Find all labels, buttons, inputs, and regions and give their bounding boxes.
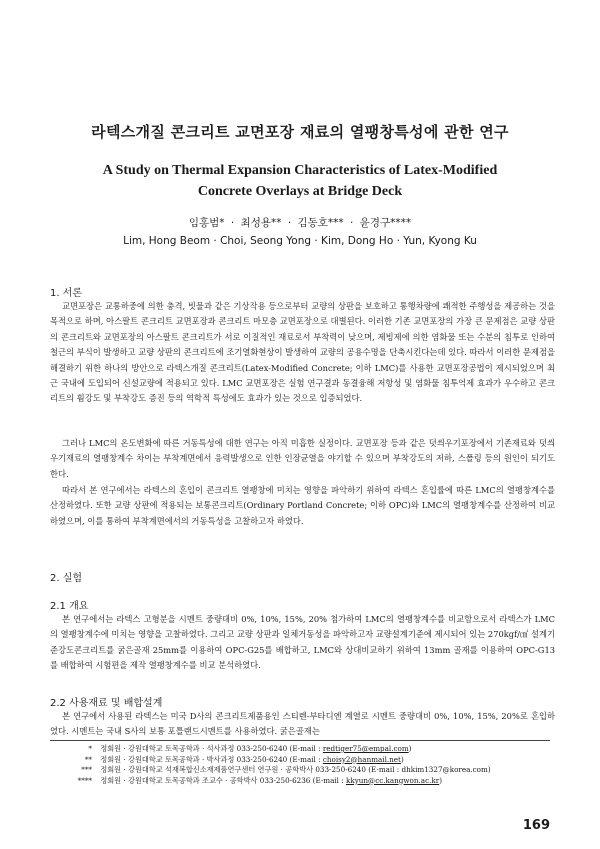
title-en-line-1: A Study on Thermal Expansion Characteristics of Latex-Modified: [102, 163, 498, 178]
footnote-position: 석사과정: [206, 744, 235, 753]
footnote-affiliation: 강원대학교 토목공학과: [128, 744, 200, 753]
footnote-mark: ***: [81, 765, 92, 774]
footnote-role: 정회원: [100, 754, 122, 764]
footnote-row: * 정회원 · 강원대학교 토목공학과 · 석사과정 033-250-6240 (E-mail : redtiger75@empal.com): [50, 744, 550, 755]
title-en-line-2: Concrete Overlays at Bridge Deck: [197, 184, 403, 199]
footnote-email-label: E-mail :: [292, 744, 321, 753]
author-footnotes: [50, 740, 550, 786]
footnote-email-link[interactable]: kkyun@cc.kangwon.ac.kr: [345, 775, 440, 785]
footnote-position: 공학박사: [285, 765, 314, 774]
section-2-1-heading: 2.1 개요: [50, 601, 89, 612]
section-1-paragraph-2: 그러나 LMC의 온도변화에 따른 거동특성에 대한 연구는 아직 미흡한 실정이다. 교면포장 등과 같은 덧씌우기포장에서 기존재료와 덧씌우기재료의 열팽창계수 차이는 부착계면에서 응력발생으로 인한 인장균열을 야기할 수 있으며 부착강도의 저하, 스폴링 등의 원인이 되기도 한다.: [50, 438, 555, 479]
footnote-mark: **: [84, 754, 92, 764]
footnote-role: 정회원: [100, 765, 122, 774]
section-2-2-heading: 2.2 사용재료 및 배합설계: [50, 698, 163, 709]
footnote-email-link[interactable]: choisy2@hanmail.net: [322, 754, 401, 764]
authors-korean: 임홍범* · 최성용** · 김동호*** · 윤경구****: [188, 217, 412, 229]
footnote-position: 공학박사: [229, 775, 258, 785]
section-2-2-paragraph: 본 연구에서 사용된 라텍스는 미국 D사의 콘크리트제품용인 스티렌-부타디엔 계열로 시멘트 중량대비 0%, 10%, 15%, 20%로 혼입하였다. 시멘트는 국내 S사의 보통 포틀랜드시멘트를 사용하였다. 굵은골재는: [50, 711, 555, 737]
footnote-phone: 033-250-6240: [236, 744, 288, 753]
footnote-mark: ****: [77, 775, 92, 785]
footnote-email-label: E-mail :: [371, 765, 400, 774]
footnote-position: 박사과정: [206, 754, 235, 764]
footnote-affiliation: 강원대학교 석재복합신소재제품연구센터 연구원: [128, 765, 279, 774]
footnote-email-link[interactable]: redtiger75@empal.com: [322, 744, 409, 753]
footnote-row: *** 정회원 · 강원대학교 석재복합신소재제품연구센터 연구원 · 공학박사 033-250-6240 (E-mail : dhkim1327@korea.com): [50, 765, 550, 776]
section-2-heading: 2. 실험: [50, 573, 83, 584]
footnote-row: **** 정회원 · 강원대학교 토목공학과 조교수 · 공학박사 033-250-6236 (E-mail : kkyun@cc.kangwon.ac.kr): [50, 776, 550, 787]
footnote-email-label: E-mail :: [292, 754, 321, 764]
footnote-affiliation: 강원대학교 토목공학과 조교수: [128, 775, 223, 785]
footnote-email-label: E-mail :: [315, 775, 344, 785]
section-2-1-paragraph: 본 연구에서는 라텍스 고형분을 시멘트 중량대비 0%, 10%, 15%, 20% 첨가하여 LMC의 열팽창계수를 비교함으로서 라텍스가 LMC의 열팽창계수에 미치는 영향을 고찰하였다. 그리고 교량 상판과 일체거동성을 파악하고자 교량설계기준에 제시되어 있는 270kgf/㎠ 설계기준강도콘크리트를 굵은골재 25mm를 이용하여 OPC-G25를 배합하고, LMC와 상대비교하기 위하여 13mm 골재를 이용하여 OPC-G13를 배합하여 시험편을 제작 열팽창계수를 비교 분석하였다.: [50, 614, 555, 671]
section-1-heading: 1. 서론: [50, 288, 83, 299]
footnote-role: 정회원: [100, 744, 122, 753]
footnote-row: ** 정회원 · 강원대학교 토목공학과 · 박사과정 033-250-6240 (E-mail : choisy2@hanmail.net): [50, 755, 550, 766]
footnote-phone: 033-250-6240: [236, 754, 288, 764]
footnote-role: 정회원: [100, 775, 122, 785]
paper-title-korean: 라텍스개질 콘크리트 교면포장 재료의 열팽창특성에 관한 연구: [91, 123, 509, 141]
footnote-affiliation: 강원대학교 토목공학과: [128, 754, 200, 764]
footnote-phone: 033-250-6240: [315, 765, 366, 774]
section-1-paragraph-3: 따라서 본 연구에서는 라텍스의 혼입이 콘크리트 열팽창에 미치는 영향을 파악하기 위하여 라텍스 혼입률에 따른 LMC의 열팽창계수를 산정하였다. 또한 교량 상판에 적용되는 보통콘크리트(Ordinary Portland Concrete; 이하 OPC)와 LMC의 열팽창계수를 산정하여 비교하였으며, 이를 통하여 부착계면에서의 거동특성을 고찰하고자 하였다.: [50, 485, 555, 526]
paper-title-english: [0, 160, 600, 202]
section-1-paragraph-1: 교면포장은 교통하중에 의한 충격, 빗물과 같은 기상작용 등으로부터 교량의 상판을 보호하고 통행차량에 쾌적한 주행성을 제공하는 것을 목적으로 하며, 아스팔트 콘크리트 교면포장과 콘크리트 마모층 교면포장으로 대별된다. 이러한 기존 교면포장의 가장 큰 문제점은 교량 상판의 콘크리트와 교면포장의 아스팔트 콘크리트가 서로 이질적인 재료로서 부착력이 낮으며, 제빙제에 의한 염화물 또는 수분의 침투로 인하여 철근의 부식이 발생하고 교량 상판의 콘크리트에 조기열화현상이 발생하여 교량의 공용수명을 단축시킨다는데 있다. 따라서 이러한 문제점을 해결하기 위한 하나의 방안으로 라텍스개질 콘크리트(Latex-Modified Concrete; 이하 LMC)를 사용한 교면포장공법이 제시되었으며 최근 국내에 도입되어 신설교량에 적용되고 있다. LMC 교면포장은 실험 연구결과 동결융해 저항성 및 염화물 침투억제 효과가 우수하고 콘크리트의 휨강도 및 부착강도 증진 등의 역학적 특성에도 효과가 있는 것으로 입증되었다.: [50, 301, 555, 404]
footnote-email-link[interactable]: dhkim1327@korea.com: [401, 765, 488, 774]
footnote-phone: 033-250-6236: [259, 775, 311, 785]
page-number: 169: [522, 818, 550, 833]
authors-english: Lim, Hong Beom · Choi, Seong Yong · Kim, Dong Ho · Yun, Kyong Ku: [123, 235, 477, 247]
footnote-mark: *: [88, 744, 92, 753]
